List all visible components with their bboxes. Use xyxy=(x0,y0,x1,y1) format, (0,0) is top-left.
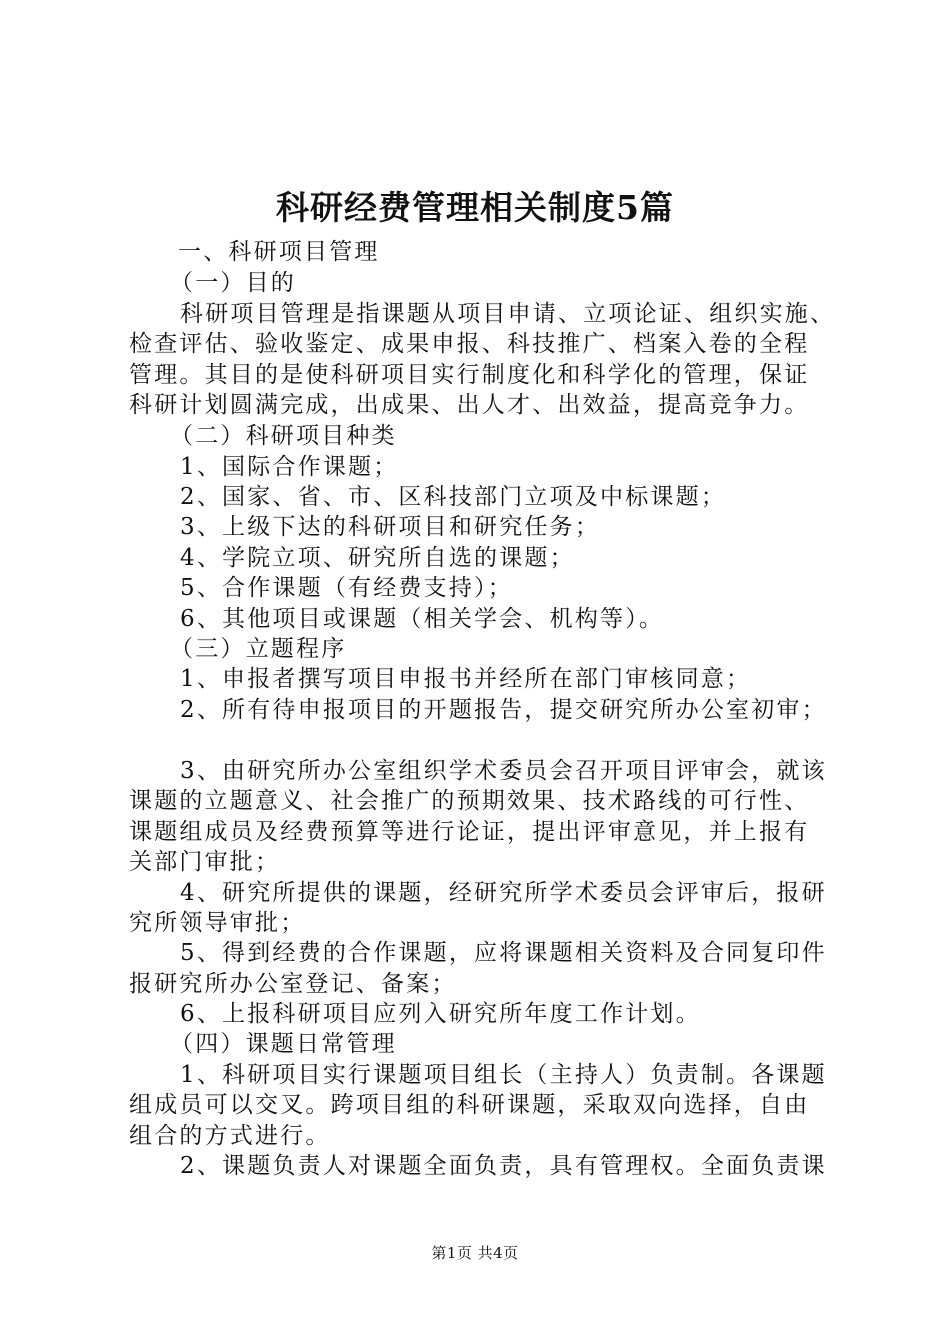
paragraph-line: 课题组成员及经费预算等进行论证，提出评审意见，并上报有 xyxy=(129,819,810,845)
paragraph-line: 组合的方式进行。 xyxy=(129,1123,331,1149)
paragraph-line: 6、上报科研项目应列入研究所年度工作计划。 xyxy=(180,1001,701,1027)
paragraph-line: 5、得到经费的合作课题，应将课题相关资料及合同复印件 xyxy=(180,940,827,966)
subsection-heading: （一）目的 xyxy=(170,270,296,296)
paragraph-line: 管理。其目的是使科研项目实行制度化和科学化的管理，保证 xyxy=(129,362,810,388)
paragraph-line: 1、科研项目实行课题项目组长（主持人）负责制。各课题 xyxy=(180,1062,827,1088)
paragraph-line: 科研计划圆满完成，出成果、出人才、出效益，提高竞争力。 xyxy=(129,392,810,418)
paragraph-line: 科研项目管理是指课题从项目申请、立项论证、组织实施、 xyxy=(180,301,836,327)
paragraph-line: 3、由研究所办公室组织学术委员会召开项目评审会，就该 xyxy=(180,758,827,784)
paragraph-line: 课题的立题意义、社会推广的预期效果、技术路线的可行性、 xyxy=(129,788,810,814)
subsection-heading: （三）立题程序 xyxy=(170,636,347,662)
document-title: 科研经费管理相关制度5篇 xyxy=(276,188,674,227)
paragraph-line: 关部门审批； xyxy=(129,849,281,875)
paragraph-line: 究所领导审批； xyxy=(129,910,306,936)
subsection-heading: （四）课题日常管理 xyxy=(170,1031,397,1057)
list-item: 2、国家、省、市、区科技部门立项及中标课题； xyxy=(180,484,727,510)
paragraph-line: 4、研究所提供的课题，经研究所学术委员会评审后，报研 xyxy=(180,880,827,906)
paragraph-line: 2、课题负责人对课题全面负责，具有管理权。全面负责课 xyxy=(180,1153,827,1179)
list-item: 6、其他项目或课题（相关学会、机构等）。 xyxy=(180,606,665,632)
subsection-heading: （二）科研项目种类 xyxy=(170,423,397,449)
list-item: 2、所有待申报项目的开题报告，提交研究所办公室初审； xyxy=(180,697,827,723)
list-item: 3、上级下达的科研项目和研究任务； xyxy=(180,514,601,540)
paragraph-line: 报研究所办公室登记、备案； xyxy=(129,971,457,997)
page-footer: 第1页 共4页 xyxy=(431,1244,519,1262)
list-item: 1、申报者撰写项目申报书并经所在部门审核同意； xyxy=(180,666,752,692)
paragraph-line: 组成员可以交叉。跨项目组的科研课题，采取双向选择，自由 xyxy=(129,1092,810,1118)
list-item: 5、合作课题（有经费支持）； xyxy=(180,575,513,601)
list-item: 4、学院立项、研究所自选的课题； xyxy=(180,545,575,571)
list-item: 1、国际合作课题； xyxy=(180,454,399,480)
section-heading-1: 一、科研项目管理 xyxy=(178,239,380,265)
paragraph-line: 检查评估、验收鉴定、成果申报、科技推广、档案入卷的全程 xyxy=(129,331,810,357)
